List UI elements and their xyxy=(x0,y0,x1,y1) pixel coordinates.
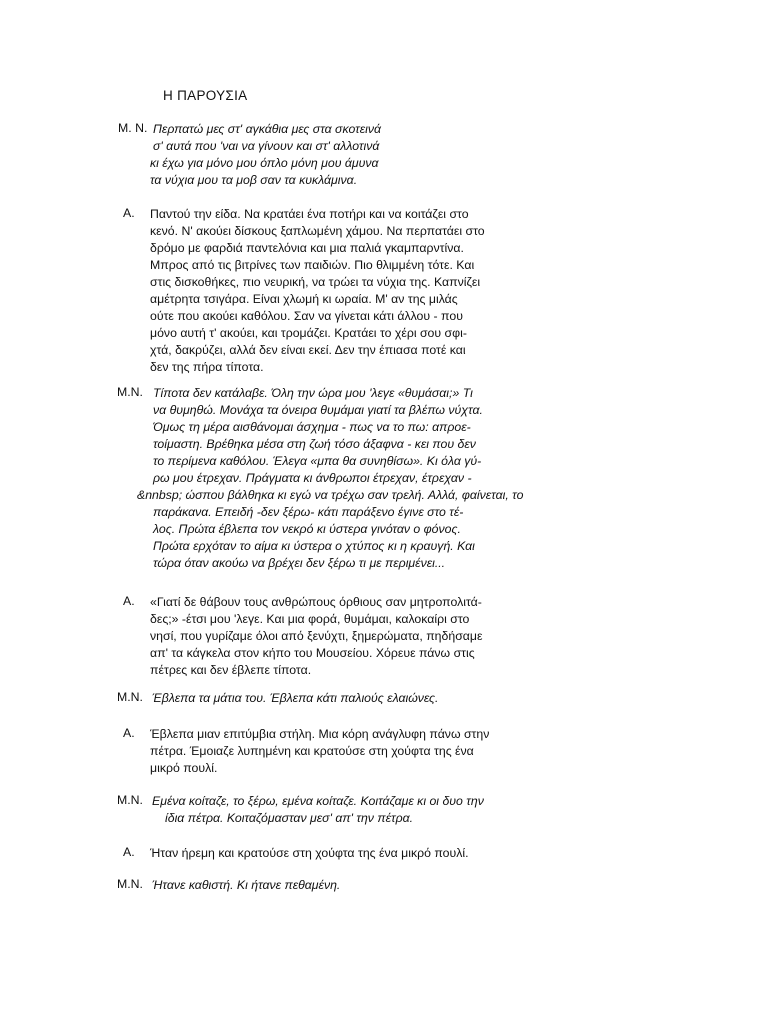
dialogue-line: μόνο αυτή τ' ακούει, και τρομάζει. Κρατάει το χέρι σου σφι- xyxy=(150,326,467,340)
dialogue-line: δες;» -έτσι μου 'λεγε. Και μια φορά, θυμάμαι, καλοκαίρι στο xyxy=(150,612,470,626)
speaker-label: Μ.Ν. xyxy=(117,690,143,704)
dialogue-line: Παντού την είδα. Να κρατάει ένα ποτήρι και να κοιτάζει στο xyxy=(150,207,469,221)
speaker-label: Μ.Ν. xyxy=(117,793,143,807)
dialogue-line: μικρό πουλί. xyxy=(150,761,218,775)
speaker-label: Α. xyxy=(123,206,135,220)
dialogue-line: ρω μου έτρεχαν. Πράγματα κι άνθρωποι έτρεχαν, έτρεχαν - xyxy=(153,471,472,485)
dialogue-line: χτά, δακρύζει, αλλά δεν είναι εκεί. Δεν την έπιασα ποτέ και xyxy=(150,343,466,357)
dialogue-line: Μπρος από τις βιτρίνες των παιδιών. Πιο θλιμμένη τότε. Και xyxy=(150,258,475,272)
dialogue-line: να θυμηθώ. Μονάχα τα όνειρα θυμάμαι γιατί τα βλέπω νύχτα. xyxy=(153,403,483,417)
speaker-label: Μ.Ν. xyxy=(117,877,143,891)
dialogue-line: απ' τα κάγκελα στον κήπο του Μουσείου. Χόρευε πάνω στις xyxy=(150,646,475,660)
speaker-label: Μ. Ν. xyxy=(118,121,148,135)
dialogue-line: στις δισκοθήκες, πιο νευρική, να τρώει τα νύχια της. Καπνίζει xyxy=(150,275,481,289)
dialogue-line: «Γιατί δε θάβουν τους ανθρώπους όρθιους σαν μητροπολιτά- xyxy=(150,595,482,609)
dialogue-line: παράκανα. Επειδή -δεν ξέρω- κάτι παράξενο έγινε στο τέ- xyxy=(153,505,464,519)
dialogue-line: Όμως τη μέρα αισθάνομαι άσχημα - πως να το πω: απροε- xyxy=(153,420,471,434)
dialogue-line: κι έχω για μόνο μου όπλο μόνη μου άμυνα xyxy=(150,156,379,170)
dialogue-line: σ' αυτά που 'ναι να γίνουν και στ' αλλοτινά xyxy=(153,139,380,153)
dialogue-line: δεν της πήρα τίποτα. xyxy=(150,360,264,374)
dialogue-line: Εμένα κοίταζε, το ξέρω, εμένα κοίταζε. Κοιτάζαμε κι οι δυο την xyxy=(152,794,484,808)
dialogue-line: Ήταν ήρεμη και κρατούσε στη χούφτα της ένα μικρό πουλί. xyxy=(150,846,469,860)
dialogue-line: &nnbsp; ώσπου βάλθηκα κι εγώ να τρέχω σαν τρελή. Αλλά, φαίνεται, το xyxy=(137,488,524,502)
dialogue-line: Ήτανε καθιστή. Κι ήτανε πεθαμένη. xyxy=(152,878,341,892)
dialogue-line: Περπατώ μες στ' αγκάθια μες στα σκοτεινά xyxy=(153,122,382,136)
dialogue-line: δρόμο με φαρδιά παντελόνια και μια παλιά γκαμπαρντίνα. xyxy=(150,241,464,255)
dialogue-line: αμέτρητα τσιγάρα. Είναι χλωμή κι ωραία. Μ' αν της μιλάς xyxy=(150,292,458,306)
dialogue-line: Έβλεπα τα μάτια του. Έβλεπα κάτι παλιούς ελαιώνες. xyxy=(152,691,439,705)
dialogue-line: τώρα όταν ακούω να βρέχει δεν ξέρω τι με περιμένει... xyxy=(153,556,446,570)
dialogue-line: λος. Πρώτα έβλεπα τον νεκρό κι ύστερα γινόταν ο φόνος. xyxy=(153,522,461,536)
dialogue-line: πέτρες και δεν έβλεπε τίποτα. xyxy=(150,663,312,677)
speaker-label: Α. xyxy=(123,845,135,859)
dialogue-line: Τίποτα δεν κατάλαβε. Όλη την ώρα μου 'λεγε «θυμάσαι;» Τι xyxy=(153,386,473,400)
speaker-label: Μ.Ν. xyxy=(117,385,143,399)
speaker-label: Α. xyxy=(123,726,135,740)
dialogue-line: πέτρα. Έμοιαζε λυπημένη και κρατούσε στη χούφτα της ένα xyxy=(150,744,474,758)
dialogue-line: νησί, που γυρίζαμε όλοι από ξενύχτι, ξημερώματα, πηδήσαμε xyxy=(150,629,483,643)
dialogue-line: τα νύχια μου τα μοβ σαν τα κυκλάμινα. xyxy=(150,173,358,187)
dialogue-line: το περίμενα καθόλου. Έλεγα «μπα θα συνηθίσω». Κι όλα γύ- xyxy=(153,454,482,468)
dialogue-line: ίδια πέτρα. Κοιταζόμασταν μεσ' απ' την πέτρα. xyxy=(165,811,414,825)
dialogue-line: ούτε που ακούει καθόλου. Σαν να γίνεται κάτι άλλου - που xyxy=(150,309,463,323)
page-title: Η ΠΑΡΟΥΣΙΑ xyxy=(163,88,248,103)
dialogue-line: κενό. Ν' ακούει δίσκους ξαπλωμένη χάμου. Να περπατάει στο xyxy=(150,224,485,238)
speaker-label: Α. xyxy=(123,594,135,608)
dialogue-line: Έβλεπα μιαν επιτύμβια στήλη. Μια κόρη ανάγλυφη πάνω στην xyxy=(150,727,490,741)
dialogue-line: τοίμαστη. Βρέθηκα μέσα στη ζωή τόσο άξαφνα - κει που δεν xyxy=(153,437,476,451)
dialogue-line: Πρώτα ερχόταν το αίμα κι ύστερα ο χτύπος κι η κραυγή. Και xyxy=(153,539,475,553)
